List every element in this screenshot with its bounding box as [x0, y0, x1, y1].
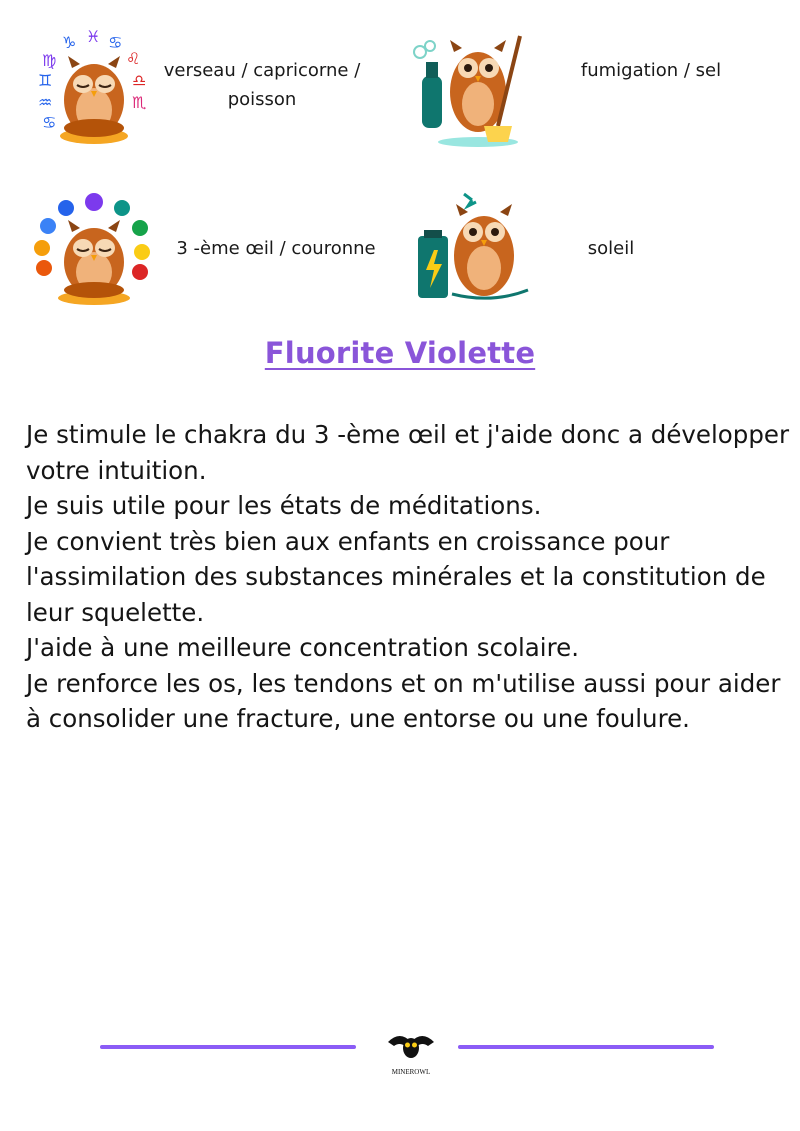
- footer-divider-right: [458, 1045, 714, 1049]
- zodiac-owl-icon: [32, 28, 152, 148]
- paragraph: Je renforce les os, les tendons et on m'utilise aussi pour aider à consolider une fracture, une entorse ou une foulure.: [26, 668, 781, 733]
- paragraph: Je suis utile pour les états de méditations.: [26, 491, 542, 520]
- paragraph: J'aide à une meilleure concentration scolaire.: [26, 633, 579, 662]
- paragraph: Je convient très bien aux enfants en croissance pour l'assimilation des substances minérales et la constitution de leur squelette.: [26, 526, 766, 627]
- minerowl-logo: [380, 1012, 442, 1082]
- zodiac-symbol: ♊: [38, 71, 53, 90]
- footer-divider-left: [100, 1045, 356, 1049]
- zodiac-symbol: ♋: [42, 113, 57, 132]
- zodiac-symbol: ♍: [42, 51, 57, 70]
- description-text: [26, 417, 796, 737]
- zodiac-symbol: ♑: [62, 33, 77, 52]
- zodiac-symbol: ♋: [108, 33, 123, 52]
- card-battery-caption: [548, 234, 674, 263]
- zodiac-symbol: ♎: [132, 71, 147, 90]
- caption-line: soleil: [587, 238, 635, 259]
- cleaning-owl-icon: [412, 30, 532, 150]
- zodiac-symbol: ♒: [38, 93, 53, 112]
- chakra-owl-icon: [32, 188, 152, 308]
- zodiac-symbol: ♌: [126, 49, 141, 68]
- page-title: Fluorite Violette: [264, 336, 536, 370]
- battery-owl-icon: [412, 186, 532, 306]
- card-zodiac-caption: [150, 56, 374, 114]
- logo-text: MINEROWL: [391, 1068, 431, 1076]
- paragraph: Je stimule le chakra du 3 -ème œil et j'aide donc a développer votre intuition.: [26, 420, 790, 485]
- caption-line: fumigation / sel: [580, 60, 722, 81]
- zodiac-symbol: ♓: [86, 28, 101, 46]
- card-cleaning-caption: [548, 56, 754, 85]
- caption-line: poisson: [227, 89, 297, 110]
- zodiac-symbol: ♏: [132, 93, 147, 112]
- caption-line: verseau / capricorne /: [163, 60, 361, 81]
- card-chakra-caption: [160, 234, 392, 263]
- caption-line: 3 -ème œil / couronne: [176, 238, 376, 259]
